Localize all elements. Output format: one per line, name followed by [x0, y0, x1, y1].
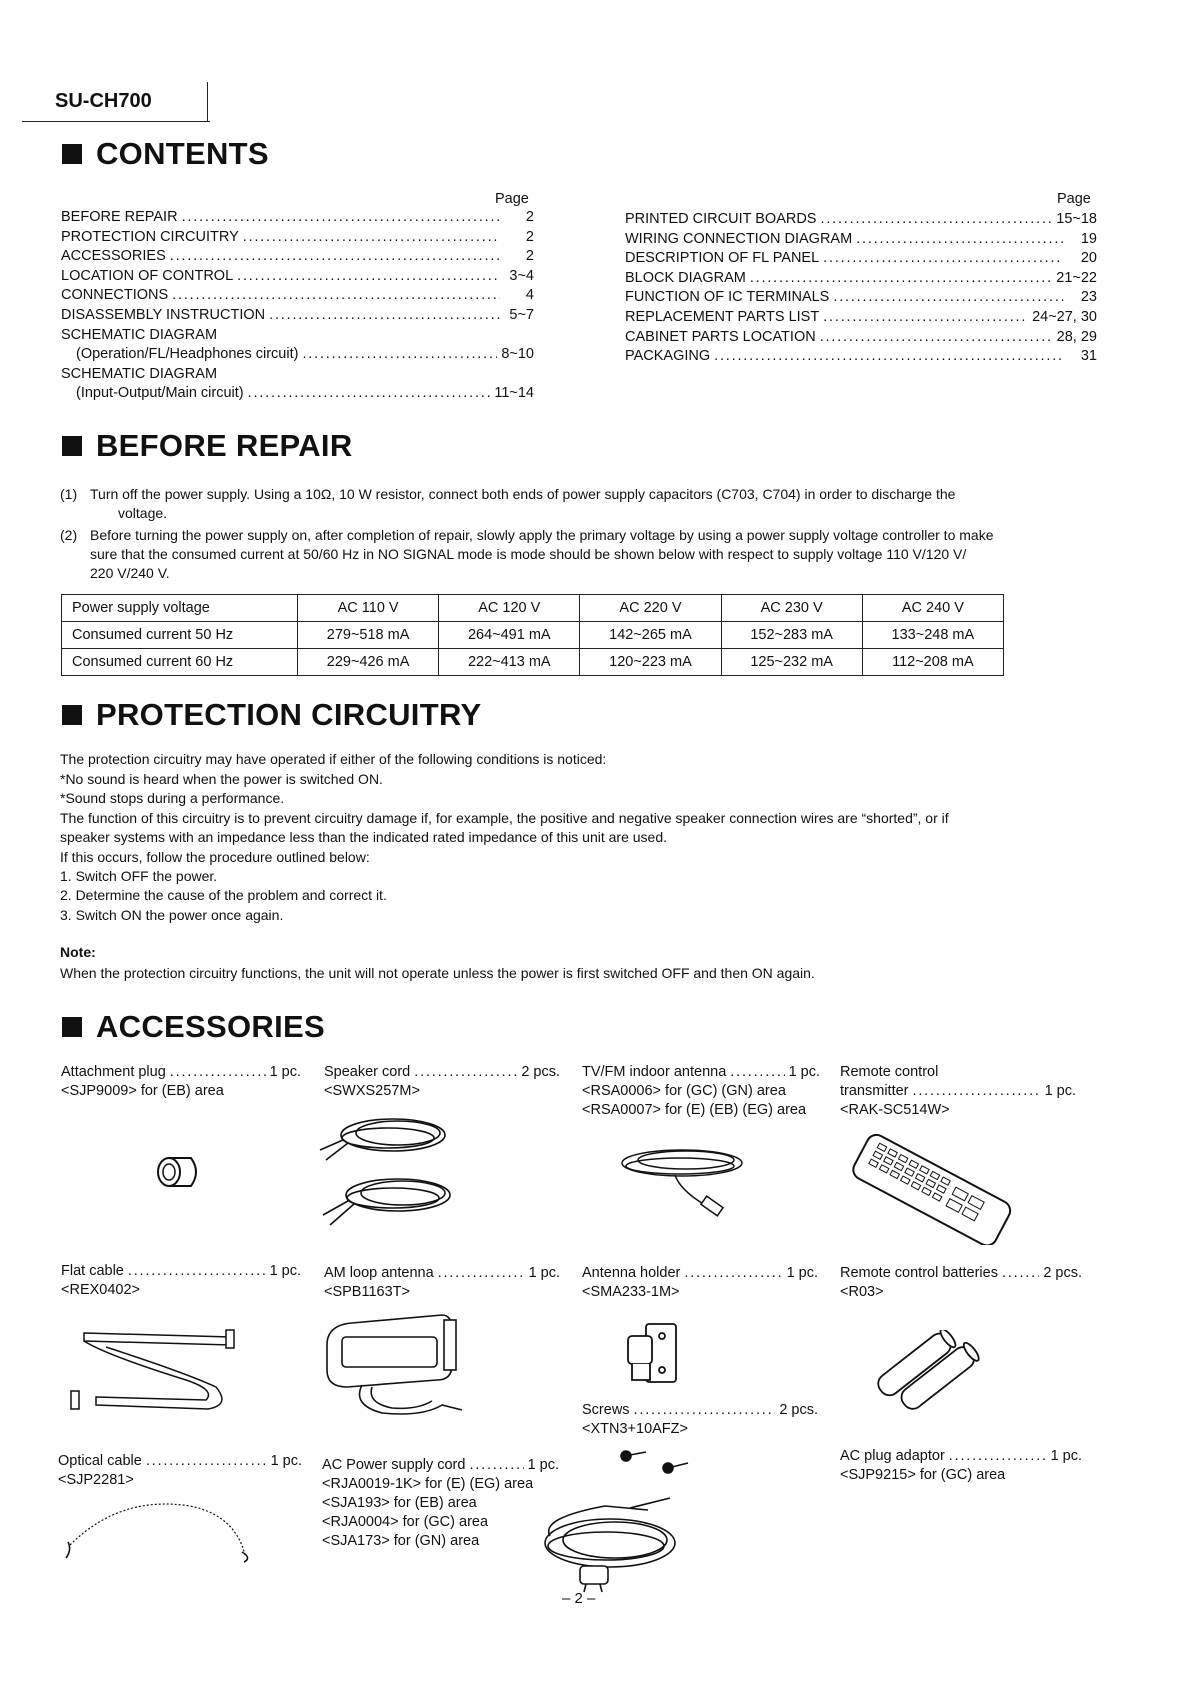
- toc-page: 21~22: [1056, 269, 1097, 286]
- toc-label: CABINET PARTS LOCATION: [625, 328, 816, 345]
- accessory-attachment-plug: [61, 1063, 301, 1101]
- before-repair-item-1-line-1: Turn off the power supply. Using a 10Ω, 10 W resistor, connect both ends of power supply capacitors (C703, C704) in order to discharge the: [90, 486, 956, 502]
- toc-page: 2: [525, 209, 534, 225]
- toc-entry: [61, 209, 534, 225]
- toc-page: 5~7: [509, 307, 534, 323]
- table-cell: 279~518 mA: [298, 622, 439, 649]
- accessory-name: Remote control batteries: [840, 1265, 998, 1281]
- accessory-flat-cable: [61, 1262, 301, 1300]
- table-cell: AC 220 V: [580, 595, 721, 622]
- accessory-part-number: <REX0402>: [61, 1282, 141, 1298]
- toc-entry: [625, 231, 1097, 247]
- toc-leader: [750, 270, 1052, 286]
- accessory-name: TV/FM indoor antenna: [582, 1064, 727, 1080]
- table-cell: 133~248 mA: [862, 622, 1003, 649]
- accessory-ac-plug-adaptor: [840, 1447, 1082, 1485]
- protection-line: *Sound stops during a performance.: [60, 790, 285, 806]
- toc-page: 8~10: [501, 346, 534, 363]
- toc-leader: [248, 385, 491, 401]
- toc-page: 2: [525, 248, 534, 265]
- accessory-name: Attachment plug: [61, 1064, 166, 1080]
- table-row: [62, 649, 1004, 676]
- accessory-qty: 1 pc.: [269, 1263, 301, 1279]
- toc-leader: [237, 268, 500, 284]
- accessory-remote-control: [840, 1063, 1076, 1120]
- accessory-qty: 1 pc.: [269, 1064, 301, 1080]
- toc-label: DISASSEMBLY INSTRUCTION: [61, 307, 266, 323]
- toc-page: 19: [1080, 230, 1097, 247]
- toc-label: PRINTED CIRCUIT BOARDS: [625, 211, 817, 227]
- accessory-name: Speaker cord: [324, 1064, 411, 1080]
- toc-leader: [714, 348, 1063, 364]
- protection-line: The protection circuitry may have operated if either of the following conditions is noticed:: [60, 751, 607, 767]
- table-cell: 112~208 mA: [862, 649, 1003, 676]
- toc-leader: [269, 307, 500, 323]
- table-cell: Consumed current 60 Hz: [62, 649, 298, 676]
- protection-step: 2. Determine the cause of the problem and correct it.: [60, 887, 387, 903]
- screws-image: [618, 1446, 698, 1476]
- ac-power-cord-image: [520, 1488, 690, 1598]
- model-number: SU-CH700: [55, 90, 152, 112]
- toc-leader: [823, 309, 1028, 325]
- toc-label: FUNCTION OF IC TERMINALS: [625, 289, 830, 306]
- toc-page: 15~18: [1056, 211, 1097, 227]
- protection-step: 1. Switch OFF the power.: [60, 868, 218, 884]
- accessory-part-number: <SJP2281>: [58, 1472, 134, 1488]
- table-cell: AC 240 V: [862, 595, 1003, 622]
- before-repair-heading: [62, 428, 353, 464]
- header-divider: [207, 82, 208, 122]
- table-cell: Power supply voltage: [62, 595, 298, 622]
- toc-label: ACCESSORIES: [61, 248, 166, 265]
- accessory-name: Flat cable: [61, 1263, 124, 1279]
- accessory-qty: 1 pc.: [528, 1265, 560, 1281]
- toc-page: 2: [525, 228, 534, 245]
- toc-entry: [625, 289, 1097, 305]
- toc-label: BLOCK DIAGRAM: [625, 269, 746, 286]
- toc-entry: [625, 211, 1097, 227]
- toc-label: LOCATION OF CONTROL: [61, 267, 234, 284]
- before-repair-item-2-number: (2): [60, 527, 78, 543]
- toc-page: 31: [1080, 348, 1097, 365]
- accessory-name: Remote control: [840, 1064, 939, 1080]
- power-supply-table: [61, 594, 1004, 676]
- flat-cable-image: [66, 1325, 246, 1415]
- accessory-part-number: <SPB1163T>: [324, 1284, 410, 1300]
- accessory-part-number: <XTN3+10AFZ>: [582, 1421, 688, 1437]
- toc-label: BEFORE REPAIR: [61, 209, 178, 225]
- toc-label: PACKAGING: [625, 348, 711, 365]
- accessory-name: Optical cable: [58, 1453, 142, 1469]
- accessory-part-number: <RAK-SC514W>: [840, 1102, 950, 1118]
- accessory-part-number: <RJA0019-1K> for (E) (EG) area: [322, 1476, 534, 1492]
- accessory-qty: 1 pc.: [1044, 1083, 1076, 1099]
- toc-entry: [625, 348, 1097, 364]
- table-cell: AC 110 V: [298, 595, 439, 622]
- toc-label: REPLACEMENT PARTS LIST: [625, 309, 820, 325]
- contents-title: CONTENTS: [96, 136, 269, 171]
- toc-leader: [243, 229, 500, 245]
- accessory-part-number: <SMA233-1M>: [582, 1284, 680, 1300]
- contents-page-label-left: Page: [495, 191, 529, 207]
- accessory-name: AC plug adaptor: [840, 1448, 945, 1464]
- toc-label: SCHEMATIC DIAGRAM: [61, 365, 218, 382]
- protection-line: *No sound is heard when the power is switched ON.: [60, 771, 383, 787]
- toc-entry: [61, 366, 534, 382]
- toc-leader: [823, 250, 1063, 266]
- accessory-qty: 1 pc.: [270, 1453, 302, 1469]
- accessory-antenna-holder: [582, 1264, 818, 1302]
- toc-label: (Operation/FL/Headphones circuit): [76, 346, 299, 363]
- accessory-name: transmitter: [840, 1083, 909, 1099]
- table-cell: 152~283 mA: [721, 622, 862, 649]
- toc-leader: [172, 287, 500, 303]
- protection-line: speaker systems with an impedance less than the indicated rated impedance of this unit are used.: [60, 829, 668, 845]
- accessory-screws: [582, 1401, 818, 1439]
- accessory-qty: 1 pc.: [527, 1457, 559, 1473]
- toc-leader: [302, 346, 497, 362]
- toc-page: 24~27, 30: [1032, 309, 1097, 325]
- toc-page: 11~14: [494, 385, 534, 402]
- toc-page: 28, 29: [1056, 328, 1097, 345]
- before-repair-item-1-line-2: voltage.: [118, 505, 168, 521]
- accessory-tv-fm-antenna: [582, 1063, 820, 1120]
- accessory-qty: 2 pcs.: [1043, 1265, 1082, 1281]
- protection-heading: [62, 697, 481, 733]
- toc-leader: [820, 329, 1053, 345]
- toc-entry: [76, 385, 534, 401]
- toc-label: SCHEMATIC DIAGRAM: [61, 326, 218, 343]
- accessory-part-number: <R03>: [840, 1284, 884, 1300]
- toc-entry: [625, 270, 1097, 286]
- toc-label: (Input-Output/Main circuit): [76, 385, 244, 402]
- accessory-part-number: <RSA0007> for (E) (EB) (EG) area: [582, 1102, 807, 1118]
- bullet-icon: [62, 705, 82, 725]
- table-header-row: [62, 595, 1004, 622]
- toc-label: WIRING CONNECTION DIAGRAM: [625, 230, 853, 247]
- protection-line: If this occurs, follow the procedure outlined below:: [60, 849, 370, 865]
- batteries-image: [872, 1330, 982, 1415]
- accessory-speaker-cord: [324, 1063, 560, 1101]
- accessory-part-number: <RSA0006> for (GC) (GN) area: [582, 1083, 786, 1099]
- accessories-heading: [62, 1009, 325, 1045]
- accessory-part-number: <RJA0004> for (GC) area: [322, 1514, 489, 1530]
- table-cell: 142~265 mA: [580, 622, 721, 649]
- page-number: – 2 –: [562, 1590, 596, 1607]
- toc-page: 4: [525, 287, 534, 304]
- table-cell: 222~413 mA: [439, 649, 580, 676]
- accessory-qty: 1 pc.: [1050, 1448, 1082, 1464]
- toc-entry: [61, 248, 534, 264]
- accessory-qty: 2 pcs.: [779, 1402, 818, 1418]
- toc-page: 20: [1080, 250, 1097, 267]
- header-rule: [22, 121, 210, 122]
- accessory-part-number: <SWXS257M>: [324, 1083, 420, 1099]
- before-repair-title: BEFORE REPAIR: [96, 428, 353, 463]
- accessory-name: AC Power supply cord: [322, 1457, 466, 1473]
- accessory-qty: 1 pc.: [786, 1265, 818, 1281]
- toc-leader: [182, 209, 500, 225]
- accessory-qty: 1 pc.: [788, 1064, 820, 1080]
- table-cell: 125~232 mA: [721, 649, 862, 676]
- before-repair-item-2-line-2: sure that the consumed current at 50/60 Hz in NO SIGNAL mode is mode should be shown below with respect to supply voltage 110 V/120 V/: [90, 546, 967, 562]
- toc-label: PROTECTION CIRCUITRY: [61, 228, 239, 245]
- table-cell: 229~426 mA: [298, 649, 439, 676]
- am-loop-antenna-image: [322, 1305, 472, 1425]
- speaker-cord-image: [318, 1105, 468, 1230]
- accessory-qty: 2 pcs.: [521, 1064, 560, 1080]
- toc-leader: [856, 231, 1063, 247]
- contents-heading: [62, 136, 269, 172]
- accessory-am-loop-antenna: [324, 1264, 560, 1302]
- toc-label: CONNECTIONS: [61, 287, 169, 304]
- toc-page: 23: [1080, 289, 1097, 306]
- optical-cable-image: [60, 1500, 260, 1565]
- toc-entry: [625, 250, 1097, 266]
- toc-entry: [61, 287, 534, 303]
- accessory-part-number: <SJP9215> for (GC) area: [840, 1467, 1006, 1483]
- accessory-remote-batteries: [840, 1264, 1082, 1302]
- bullet-icon: [62, 144, 82, 164]
- accessory-name: Screws: [582, 1402, 630, 1418]
- accessory-name: AM loop antenna: [324, 1265, 434, 1281]
- before-repair-item-2-line-3: 220 V/240 V.: [90, 565, 170, 581]
- toc-entry: [625, 309, 1097, 325]
- toc-entry: [61, 268, 534, 284]
- bullet-icon: [62, 436, 82, 456]
- accessory-optical-cable: [58, 1452, 302, 1490]
- accessory-part-number: <SJA173> for (GN) area: [322, 1533, 480, 1549]
- accessory-part-number: <SJP9009> for (EB) area: [61, 1083, 224, 1099]
- antenna-holder-image: [622, 1316, 682, 1391]
- toc-page: 3~4: [509, 267, 534, 284]
- toc-entry: [625, 329, 1097, 345]
- protection-title: PROTECTION CIRCUITRY: [96, 697, 482, 732]
- table-cell: 120~223 mA: [580, 649, 721, 676]
- tv-fm-antenna-image: [610, 1135, 760, 1225]
- toc-entry: [61, 229, 534, 245]
- protection-step: 3. Switch ON the power once again.: [60, 907, 284, 923]
- remote-control-image: [845, 1130, 1015, 1245]
- table-cell: AC 230 V: [721, 595, 862, 622]
- toc-leader: [820, 211, 1052, 227]
- contents-page-label-right: Page: [1057, 191, 1091, 207]
- accessory-name: Antenna holder: [582, 1265, 681, 1281]
- before-repair-item-1-number: (1): [60, 486, 78, 502]
- table-cell: Consumed current 50 Hz: [62, 622, 298, 649]
- note-label: Note:: [60, 944, 96, 960]
- toc-leader: [170, 248, 500, 264]
- attachment-plug-image: [155, 1152, 203, 1192]
- toc-entry: [61, 307, 534, 323]
- before-repair-item-2-line-1: Before turning the power supply on, after completion of repair, slowly apply the primary voltage by using a power supply voltage controller to make: [90, 527, 994, 543]
- note-text: When the protection circuitry functions, the unit will not operate unless the power is first switched OFF and then ON again.: [60, 965, 815, 981]
- toc-entry: [61, 327, 534, 343]
- protection-line: The function of this circuitry is to prevent circuitry damage if, for example, the positive and negative speaker connection wires are “shorted”, or if: [60, 810, 949, 826]
- bullet-icon: [62, 1017, 82, 1037]
- toc-leader: [833, 289, 1063, 305]
- table-cell: AC 120 V: [439, 595, 580, 622]
- accessories-title: ACCESSORIES: [96, 1009, 325, 1044]
- toc-entry: [76, 346, 534, 362]
- toc-label: DESCRIPTION OF FL PANEL: [625, 250, 820, 267]
- table-row: [62, 622, 1004, 649]
- accessory-part-number: <SJA193> for (EB) area: [322, 1495, 477, 1511]
- table-cell: 264~491 mA: [439, 622, 580, 649]
